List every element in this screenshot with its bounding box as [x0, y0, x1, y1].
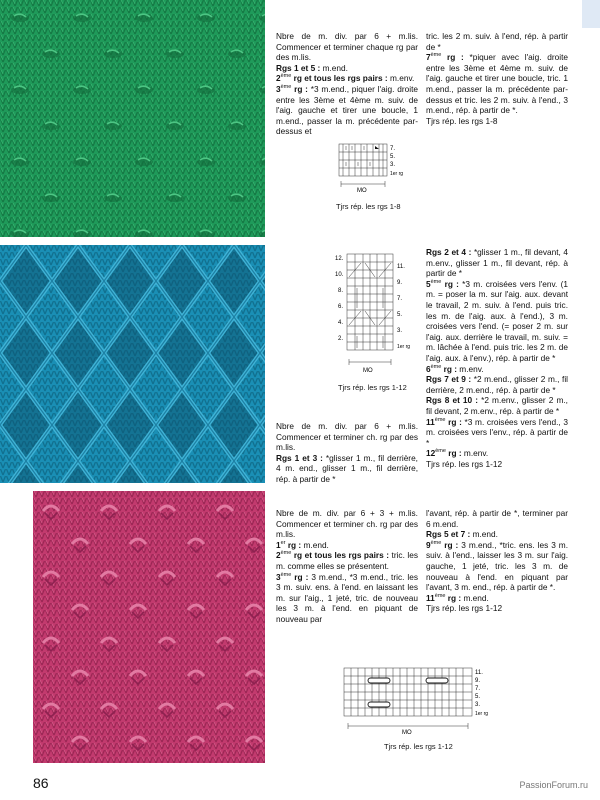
pattern3-row-label: 5. — [475, 694, 481, 700]
pattern3-mo-label: MO — [402, 730, 412, 736]
pattern3-cluster-symbol — [368, 678, 390, 683]
pattern1-row-label: 1er rg — [390, 171, 404, 177]
pattern1-caption: Tjrs rép. les rgs 1-8 — [336, 202, 401, 211]
pink-knit-swatch-photo — [33, 491, 265, 763]
pattern3-chart — [340, 664, 490, 740]
pattern2-mo-label: MO — [363, 368, 373, 374]
pattern1-mo-label: MO — [357, 188, 367, 194]
pattern2-row-label-left: 4. — [338, 320, 344, 326]
pattern1-row-3: 3ème rg : *3 m.end., piquer l'aig. droite entre les 3ème et 4ème m. suiv. de l'aig. gauche et tirer une boucle, 1 m.end., passer la m. précédente par-dessus et — [276, 83, 418, 137]
pattern2-row-label-right: 3. — [397, 328, 403, 334]
pattern1-chart — [335, 140, 415, 200]
green-knit-swatch-photo — [0, 0, 265, 237]
pattern3-row-1: 1er rg : m.end. — [276, 539, 329, 550]
pattern3-row-3-cont: l'avant, rép. à partir de *, terminer par 6 m.end. — [426, 508, 568, 529]
pattern3-row-3: 3ème rg : 3 m.end., *3 m.end., tric. les 3 m. suiv. ens. à l'end. en laissant les m. sur l'aig., 1 jeté, tric. de nouveau les 3 m. à l'end. en piquant de nouveau par — [276, 571, 419, 624]
pattern2-row-6: 6ème rg : m.env. — [426, 363, 484, 374]
pattern3-caption: Tjrs rép. les rgs 1-12 — [384, 742, 453, 751]
pattern3-cluster-symbol — [368, 702, 390, 707]
page-corner-tab — [582, 0, 600, 28]
pattern2-row-label-left: 12. — [335, 256, 344, 262]
blue-knit-swatch-photo — [0, 245, 265, 483]
pattern3-row-5-7: Rgs 5 et 7 : m.end. — [426, 529, 498, 540]
pattern3-row-label: 3. — [475, 702, 481, 708]
pattern1-row-label: 3. — [390, 162, 396, 168]
pattern2-row-label-right: 7. — [397, 296, 403, 302]
pattern2-row-label-right: 1er rg — [397, 344, 411, 350]
pattern1-arrow-symbol — [375, 146, 379, 149]
pattern1-row-7: 7ème rg : *piquer avec l'aig. droite entre les 3ème et 4ème m. suiv. de l'aig. gauche et tirer une boucle, tric. 1 m.end., passer la m. précédente par-dessus et tric. les 2 m. suiv. à l'end., 3 m.end., rép. à partir de *. — [426, 52, 568, 116]
page-number: 86 — [33, 775, 49, 791]
pattern2-row-label-left: 8. — [338, 288, 344, 294]
pattern2-row-label-left: 2. — [338, 336, 344, 342]
pattern2-row-label-right: 9. — [397, 280, 403, 286]
pattern3-cluster-symbol — [426, 678, 448, 683]
pattern2-row-2-4: Rgs 2 et 4 : *glisser 1 m., fil devant, 4 m.env., glisser 1 m., fil devant, rép. à partir de * — [426, 247, 568, 279]
pattern1-row-3-cont: tric. les 2 m. suiv. à l'end, rép. à partir de * — [426, 31, 568, 52]
pattern3-row-9: 9ème rg : 3 m.end., *tric. ens. les 3 m. suiv. à l'end., laisser les 3 m. sur l'aig. gauche, 1 jeté, tric. les 3 m. de nouveau à l'end. en piquant par l'avant, 3 m. end., rép. à partir de *. — [426, 539, 569, 593]
pattern2-intro: Nbre de m. div. par 6 + m.lis. Commencer et terminer ch. rg par des m.lis. — [276, 421, 418, 453]
pattern2-repeat: Tjrs rép. les rgs 1-12 — [426, 458, 503, 469]
pattern2-chart — [335, 250, 425, 380]
watermark: PassionForum.ru — [519, 780, 588, 790]
pattern1-text-col2 — [426, 31, 568, 126]
pattern2-row-1-3: Rgs 1 et 3 : *glisser 1 m., fil derrière, 4 m. end., glisser 1 m., fil derrière, rép. à partir de * — [276, 452, 418, 484]
pattern3-intro: Nbre de m. div. par 6 + 3 + m.lis. Commencer et terminer ch. rg par des m.lis. — [276, 508, 418, 540]
pattern2-text-col1 — [276, 421, 418, 485]
pattern2-row-label-left: 10. — [335, 272, 344, 278]
pattern3-repeat: Tjrs rép. les rgs 1-12 — [426, 603, 503, 614]
pattern3-row-2: 2ème rg et tous les rgs pairs : tric. les m. comme elles se présentent. — [276, 550, 418, 571]
pattern3-row-label: 7. — [475, 686, 481, 692]
pattern3-row-11: 11ème rg : m.end. — [426, 592, 489, 603]
pattern3-text-col1 — [276, 508, 418, 625]
pattern2-row-label-right: 11. — [397, 264, 405, 270]
pattern2-row-5: 5ème rg : *3 m. croisées vers l'env. (1 m. = poser la m. sur l'aig. aux. devant le travail, 2 m. suiv. à l'end. puis tric. les m. de l'aig. aux. à l'end.), 3 m. croisées vers l'end. (= poser 2 m. sur l'aig. aux. derrière le travail, m. suiv. = m. lâchée à l'end. puis tric. les 2 m. de l'aig. aux. à l'env.), rép. à partir de * — [426, 278, 568, 363]
pattern1-intro: Nbre de m. div. par 6 + m.lis. Commencer et terminer chaque rg par des m.lis. — [276, 31, 418, 63]
pattern2-row-12: 12ème rg : m.env. — [426, 448, 489, 459]
pattern3-row-label: 1er rg — [475, 711, 489, 717]
pattern1-text-col1 — [276, 31, 418, 137]
pattern2-row-label-left: 6. — [338, 304, 344, 310]
pattern1-row-label: 5. — [390, 154, 396, 160]
pattern2-text-col2 — [426, 247, 568, 469]
pattern1-row-label: 7. — [390, 146, 396, 152]
pattern2-row-8-10: Rgs 8 et 10 : *2 m.env., glisser 2 m., fil devant, 2 m.env., rép. à partir de * — [426, 395, 568, 416]
pattern1-row-2: 2ème rg et tous les rgs pairs : m.env. — [276, 73, 415, 84]
pattern3-row-label: 11. — [475, 670, 483, 676]
pattern1-row-1-5: Rgs 1 et 5 : m.end. — [276, 62, 348, 73]
pattern3-row-label: 9. — [475, 678, 481, 684]
pattern2-row-label-right: 5. — [397, 312, 403, 318]
pattern2-row-7-9: Rgs 7 et 9 : *2 m.end., glisser 2 m., fil derrière, 2 m.end., rép. à partir de * — [426, 374, 569, 395]
pattern2-row-11: 11ème rg : *3 m. croisées vers l'end., 3 m. croisées vers l'env., rép. à partir de * — [426, 416, 568, 448]
pattern2-caption: Tjrs rép. les rgs 1-12 — [338, 383, 407, 392]
pattern3-text-col2 — [426, 508, 568, 614]
pattern1-repeat: Tjrs rép. les rgs 1-8 — [426, 115, 498, 126]
